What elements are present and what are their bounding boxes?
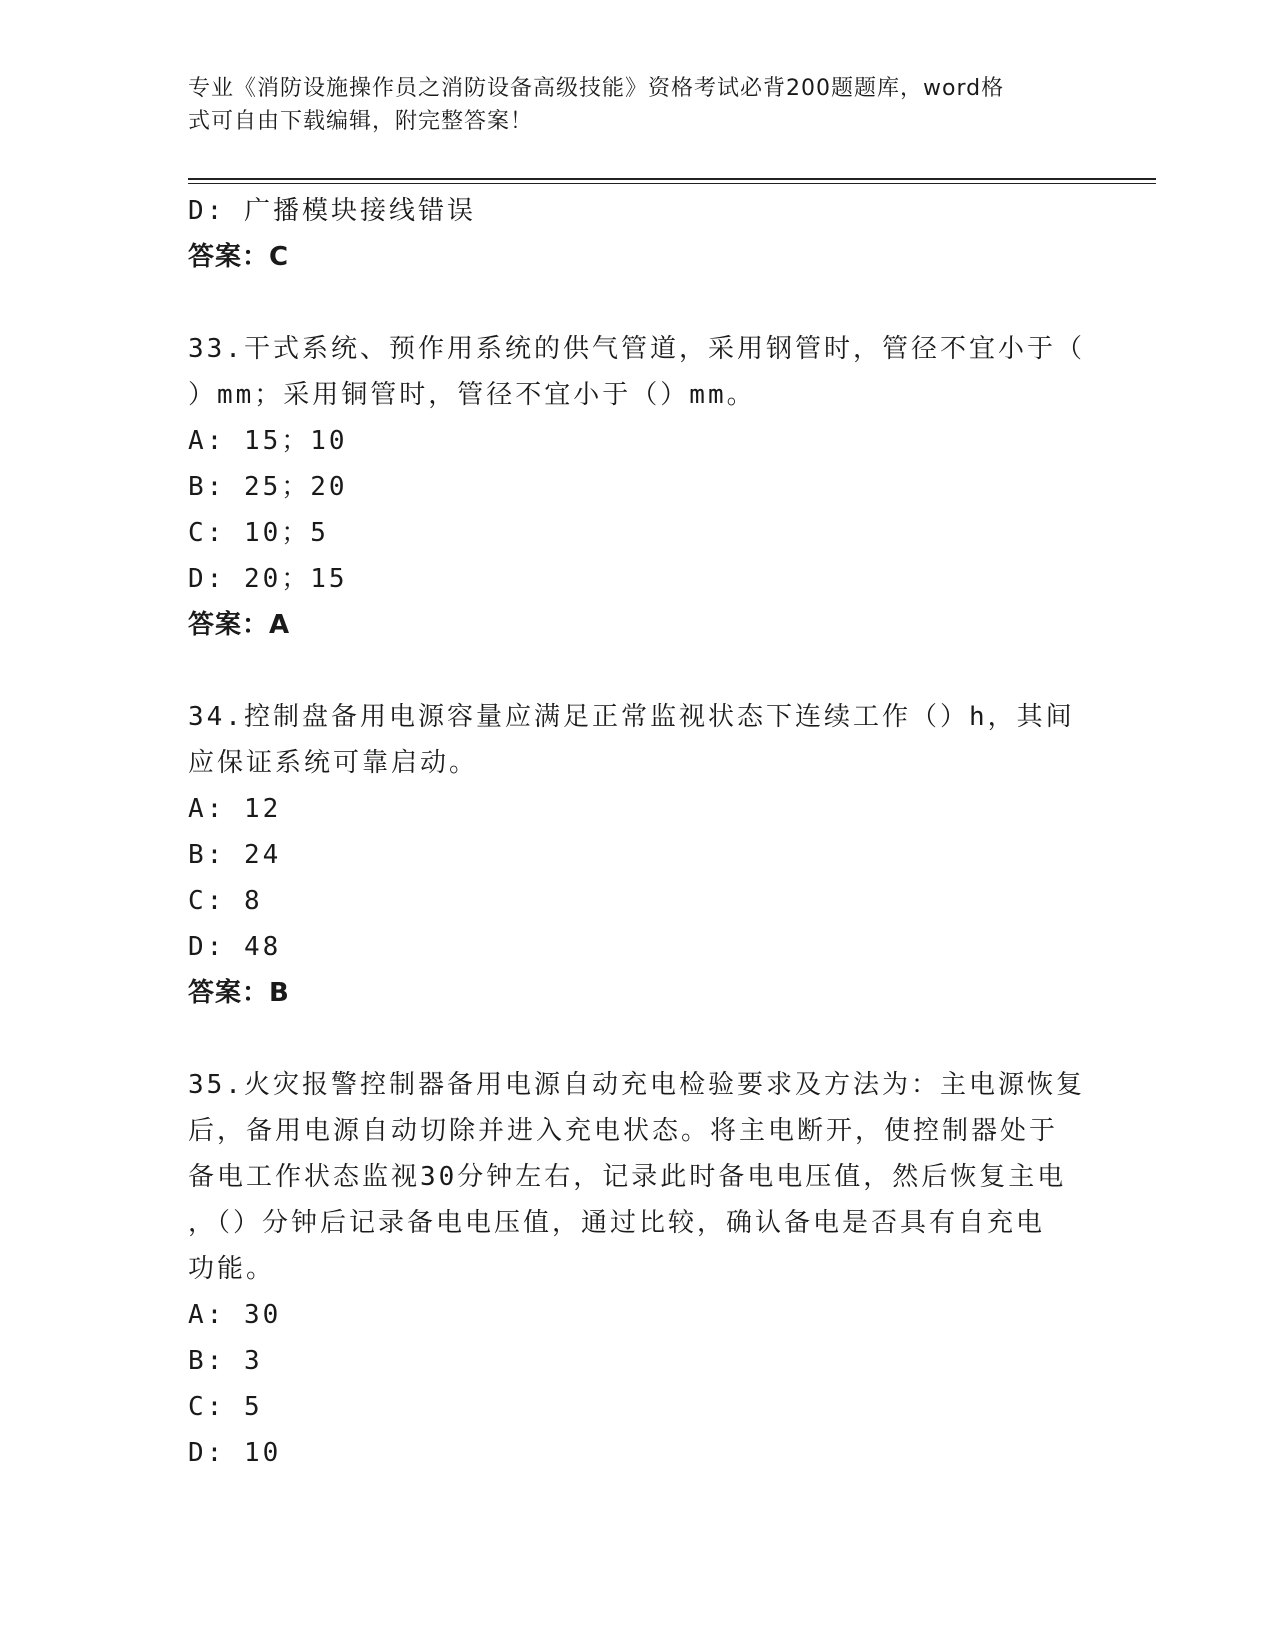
stem-line: 应保证系统可靠启动。 bbox=[188, 748, 479, 778]
option-d: D: 20；15 bbox=[188, 564, 348, 594]
answer: 答案：A bbox=[188, 610, 291, 640]
option-b: B: 25；20 bbox=[188, 472, 348, 502]
answer: 答案：C bbox=[188, 242, 290, 272]
header-divider-thin bbox=[188, 183, 1156, 184]
option-b: B: 24 bbox=[188, 840, 282, 870]
stem-line: 33.干式系统、预作用系统的供气管道，采用钢管时，管径不宜小于（ bbox=[188, 334, 1085, 364]
question-32-tail bbox=[188, 188, 1088, 280]
header-line-2: 式可自由下载编辑，附完整答案！ bbox=[188, 109, 534, 134]
header-divider-thick bbox=[188, 178, 1156, 180]
question-stem bbox=[188, 694, 1088, 786]
option-c: C: 10；5 bbox=[188, 518, 329, 548]
option-c: C: 5 bbox=[188, 1392, 263, 1422]
answer: 答案：B bbox=[188, 978, 290, 1008]
question-33 bbox=[188, 326, 1088, 648]
header-line-1: 专业《消防设施操作员之消防设备高级技能》资格考试必背200题题库，word格 bbox=[188, 76, 1005, 101]
option-d: D: 广播模块接线错误 bbox=[188, 196, 476, 226]
stem-line: ，（）分钟后记录备电电压值，通过比较，确认备电是否具有自充电 bbox=[188, 1208, 1046, 1238]
option-d: D: 48 bbox=[188, 932, 282, 962]
option-d: D: 10 bbox=[188, 1438, 282, 1468]
stem-line: ）mm；采用铜管时，管径不宜小于（）mm。 bbox=[188, 380, 756, 410]
question-list bbox=[188, 188, 1088, 1476]
stem-line: 功能。 bbox=[188, 1254, 276, 1284]
page-header bbox=[188, 72, 1068, 138]
option-a: A: 12 bbox=[188, 794, 282, 824]
stem-line: 34.控制盘备用电源容量应满足正常监视状态下连续工作（）h，其间 bbox=[188, 702, 1075, 732]
option-c: C: 8 bbox=[188, 886, 263, 916]
question-stem bbox=[188, 326, 1088, 418]
question-34 bbox=[188, 694, 1088, 1016]
stem-line: 备电工作状态监视30分钟左右，记录此时备电电压值，然后恢复主电 bbox=[188, 1162, 1067, 1192]
question-stem bbox=[188, 1062, 1088, 1292]
question-35 bbox=[188, 1062, 1088, 1476]
option-a: A: 30 bbox=[188, 1300, 282, 1330]
stem-line: 35.火灾报警控制器备用电源自动充电检验要求及方法为：主电源恢复 bbox=[188, 1070, 1085, 1100]
stem-line: 后，备用电源自动切除并进入充电状态。将主电断开，使控制器处于 bbox=[188, 1116, 1059, 1146]
option-a: A: 15；10 bbox=[188, 426, 348, 456]
option-b: B: 3 bbox=[188, 1346, 263, 1376]
